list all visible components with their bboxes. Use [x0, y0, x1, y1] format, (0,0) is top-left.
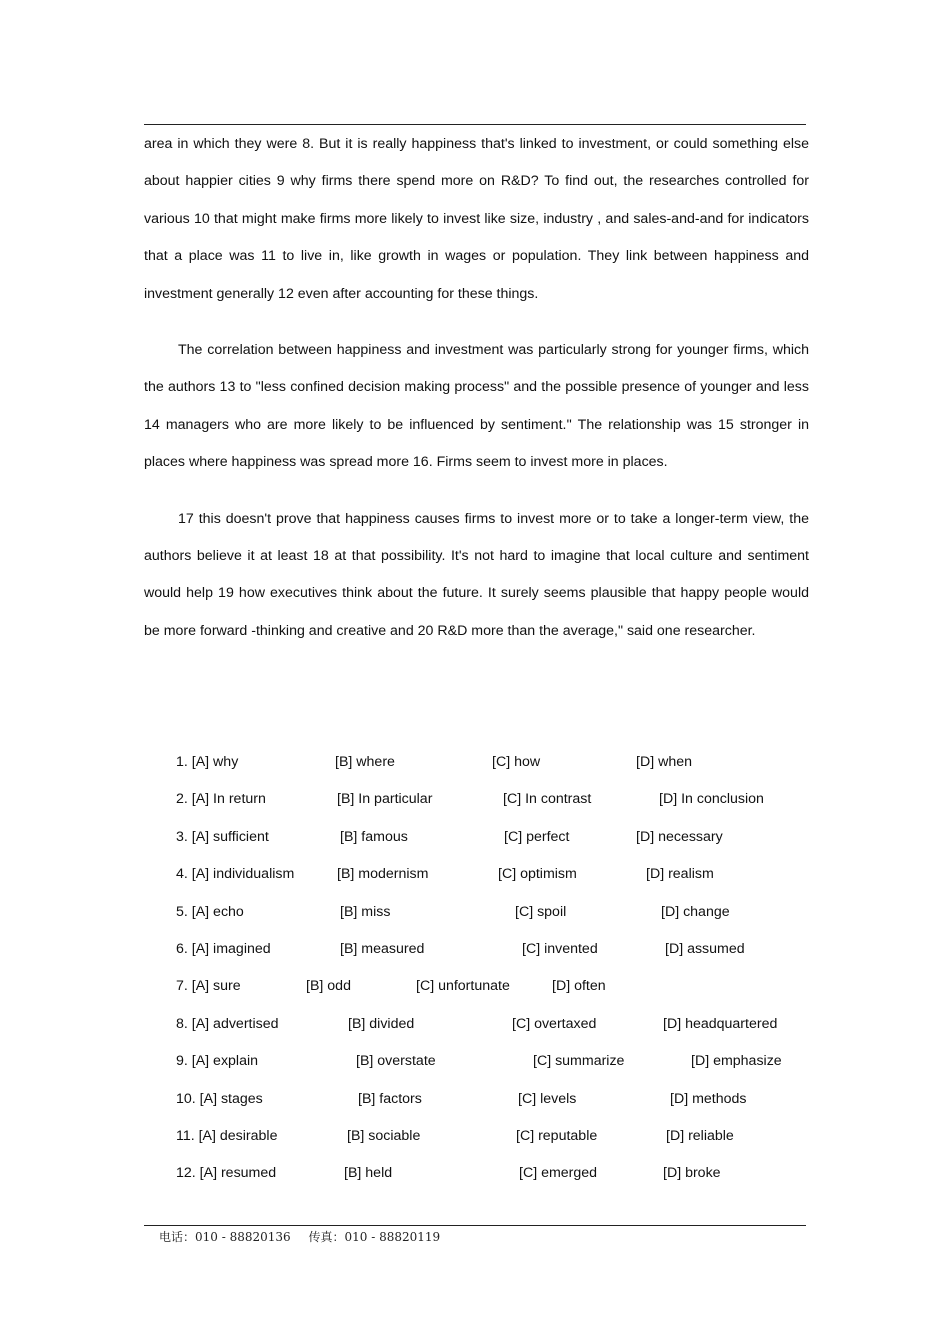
option-c: [C] In contrast — [503, 791, 592, 808]
option-d: [D] headquartered — [663, 1015, 778, 1032]
option-d: [D] often — [552, 978, 606, 995]
option-c: [C] how — [492, 754, 541, 770]
paragraph-1: area in which they were 8. But it is really happiness that's linked to investment, or could something else about happier cities 9 why firms there spend more on R&D? To find out, the researches controlled for various 10 that might make firms more likely to invest like size, industry , and sales-and-and for indicators that a place was 11 to live in, like growth in wages or population. They link between happiness and investment generally 12 even after accounting for these things. — [144, 136, 809, 302]
option-b: [B] modernism — [337, 866, 429, 883]
option-a: 9. [A] explain — [176, 1053, 259, 1070]
option-d: [D] In conclusion — [659, 791, 764, 808]
option-row — [176, 856, 816, 893]
option-row — [176, 968, 816, 1005]
option-c: [C] reputable — [516, 1127, 598, 1144]
option-a: 4. [A] individualism — [176, 866, 295, 883]
option-row — [176, 1081, 816, 1118]
option-d: [D] change — [661, 903, 730, 920]
option-a: 2. [A] In return — [176, 791, 266, 808]
option-row — [176, 894, 816, 931]
option-d: [D] reliable — [666, 1127, 734, 1144]
footer-phone: 电话：010 - 88820136 — [159, 1230, 291, 1244]
answer-options — [176, 744, 816, 1193]
option-b: [B] factors — [358, 1090, 422, 1107]
option-row — [176, 1006, 816, 1043]
option-d: [D] assumed — [665, 940, 745, 957]
option-a: 12. [A] resumed — [176, 1165, 277, 1182]
option-c: [C] levels — [518, 1090, 577, 1107]
option-c: [C] unfortunate — [416, 978, 510, 995]
paragraph-2: The correlation between happiness and investment was particularly strong for younger firms, which the authors 13 to "less confined decision making process" and the possible presence of younger and less 14 managers who are more likely to be influenced by sentiment.'' The relationship was 15 stronger in places where happiness was spread more 16. Firms seem to invest more in places. — [144, 342, 809, 471]
paragraph-3: 17 this doesn't prove that happiness causes firms to invest more or to take a longer-term view, the authors believe it at least 18 at that possibility. It's not hard to imagine that local culture and sentiment would help 19 how executives think about the future. It surely seems plausible that happy people would be more forward -thinking and creative and 20 R&D more than the average," said one researcher. — [144, 510, 809, 639]
option-c: [C] perfect — [504, 828, 570, 845]
passage — [144, 126, 809, 650]
footer-rule — [144, 1225, 806, 1226]
option-c: [C] invented — [522, 940, 598, 957]
option-d: [D] methods — [670, 1090, 747, 1107]
header-rule — [144, 124, 806, 125]
option-d: [D] when — [636, 754, 692, 770]
option-b: [B] miss — [340, 903, 391, 920]
option-c: [C] summarize — [533, 1053, 625, 1070]
option-b: [B] sociable — [347, 1127, 421, 1144]
option-row — [176, 781, 816, 818]
option-d: [D] emphasize — [691, 1053, 782, 1070]
page-footer — [159, 1228, 454, 1245]
option-row — [176, 931, 816, 968]
option-b: [B] divided — [348, 1015, 415, 1032]
option-a: 11. [A] desirable — [176, 1127, 278, 1144]
option-c: [C] optimism — [498, 866, 577, 883]
option-a: 10. [A] stages — [176, 1090, 263, 1107]
option-c: [C] emerged — [519, 1165, 598, 1182]
option-row — [176, 1118, 816, 1155]
option-c: [C] overtaxed — [512, 1015, 597, 1032]
option-row — [176, 1155, 816, 1192]
option-row — [176, 819, 816, 856]
option-c: [C] spoil — [515, 903, 567, 920]
option-a: 7. [A] sure — [176, 978, 241, 995]
option-b: [B] In particular — [337, 791, 433, 808]
option-d: [D] necessary — [636, 828, 723, 845]
option-b: [B] overstate — [356, 1053, 436, 1070]
option-d: [D] broke — [663, 1165, 721, 1182]
option-a: 3. [A] sufficient — [176, 828, 269, 845]
option-row — [176, 1043, 816, 1080]
option-b: [B] where — [335, 754, 395, 770]
option-a: 1. [A] why — [176, 754, 239, 770]
option-b: [B] famous — [340, 828, 408, 845]
option-row — [176, 744, 816, 781]
option-b: [B] held — [344, 1165, 393, 1182]
option-a: 5. [A] echo — [176, 903, 244, 920]
option-d: [D] realism — [646, 866, 714, 883]
option-b: [B] odd — [306, 978, 351, 995]
option-a: 6. [A] imagined — [176, 940, 271, 957]
footer-fax: 传真：010 - 88820119 — [308, 1230, 441, 1244]
option-a: 8. [A] advertised — [176, 1015, 279, 1032]
option-b: [B] measured — [340, 940, 425, 957]
